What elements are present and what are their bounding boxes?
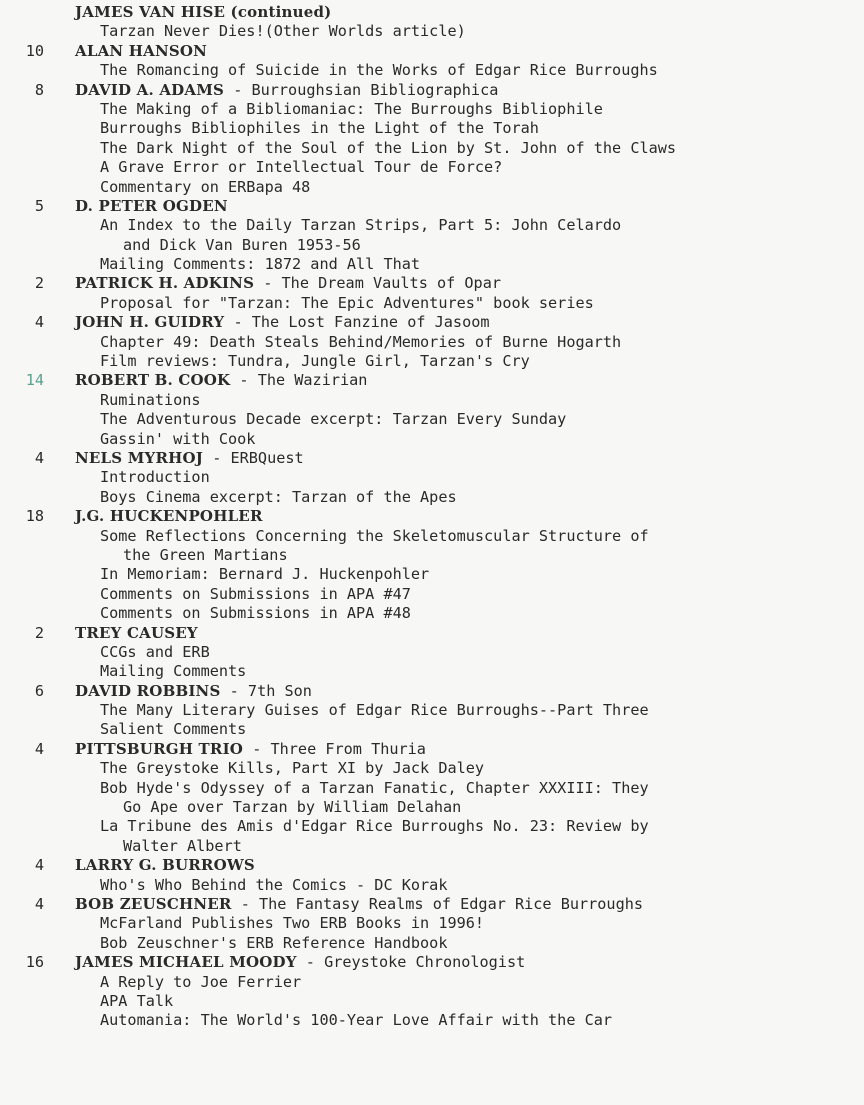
author-line — [75, 371, 367, 390]
author-name: DAVID A. ADAMS — [75, 80, 225, 99]
entry-header — [0, 953, 864, 972]
author-name: JOHN H. GUIDRY — [75, 313, 225, 332]
article-title: Chapter 49: Death Steals Behind/Memories of Burne Hogarth — [100, 332, 622, 351]
page-count: 2 — [34, 274, 44, 293]
article-line — [0, 100, 864, 119]
article-title: Burroughs Bibliophiles in the Light of the Torah — [100, 119, 539, 138]
article-title: A Grave Error or Intellectual Tour de Force? — [100, 158, 503, 177]
zine-title: - The Dream Vaults of Opar — [254, 274, 501, 293]
entry-header — [0, 624, 864, 643]
author-name: PITTSBURGH TRIO — [75, 739, 244, 758]
article-title: Bob Zeuschner's ERB Reference Handbook — [100, 933, 448, 952]
article-line — [0, 410, 864, 429]
author-line — [75, 449, 304, 468]
entry-header — [0, 197, 864, 216]
zine-title: - ERBQuest — [203, 448, 304, 467]
author-name: D. PETER OGDEN — [75, 196, 228, 215]
author-name: BOB ZEUSCHNER — [75, 894, 232, 913]
article-title: The Adventurous Decade excerpt: Tarzan Every Sunday — [100, 410, 567, 429]
article-title: Mailing Comments — [100, 662, 247, 681]
article-line — [0, 294, 864, 313]
article-title: Introduction — [100, 468, 210, 487]
article-line — [0, 158, 864, 177]
article-title: Proposal for "Tarzan: The Epic Adventures" book series — [100, 293, 594, 312]
article-line — [0, 876, 864, 895]
article-title-continued: Walter Albert — [123, 836, 242, 855]
page-count: 6 — [34, 681, 44, 700]
zine-title: - Burroughsian Bibliographica — [224, 80, 499, 99]
article-line — [0, 546, 864, 565]
author-name: NELS MYRHOJ — [75, 448, 204, 467]
article-title-continued: Go Ape over Tarzan by William Delahan — [123, 798, 462, 817]
article-line — [0, 430, 864, 449]
article-title: Boys Cinema excerpt: Tarzan of the Apes — [100, 487, 457, 506]
article-title-continued: and Dick Van Buren 1953-56 — [123, 235, 361, 254]
article-line — [0, 720, 864, 739]
entry-header — [0, 682, 864, 701]
article-line — [0, 934, 864, 953]
page-count: 16 — [25, 953, 44, 972]
article-line — [0, 604, 864, 623]
article-title: Mailing Comments: 1872 and All That — [100, 255, 421, 274]
article-line — [0, 139, 864, 158]
page-count: 4 — [34, 313, 44, 332]
article-title: Who's Who Behind the Comics - DC Korak — [100, 875, 448, 894]
author-line — [75, 895, 643, 914]
article-line — [0, 236, 864, 255]
article-title: The Romancing of Suicide in the Works of Edgar Rice Burroughs — [100, 61, 658, 80]
article-title: Some Reflections Concerning the Skeletomuscular Structure of — [100, 526, 649, 545]
author-line — [75, 274, 501, 293]
article-line — [0, 527, 864, 546]
entry-header — [0, 895, 864, 914]
article-title: A Reply to Joe Ferrier — [100, 972, 302, 991]
entry-header — [0, 81, 864, 100]
article-title: The Greystoke Kills, Part XI by Jack Daley — [100, 759, 485, 778]
article-line — [0, 468, 864, 487]
zine-title: - 7th Son — [220, 681, 312, 700]
page-count: 4 — [34, 739, 44, 758]
article-line — [0, 973, 864, 992]
page-count: 8 — [34, 80, 44, 99]
author-name: TREY CAUSEY — [75, 623, 198, 642]
page-count: 2 — [34, 623, 44, 642]
article-line — [0, 352, 864, 371]
author-name: J.G. HUCKENPOHLER — [75, 507, 263, 526]
article-line — [0, 119, 864, 138]
entry-header — [0, 42, 864, 61]
author-line — [75, 197, 228, 216]
article-title: Comments on Submissions in APA #48 — [100, 604, 411, 623]
page-count: 4 — [34, 894, 44, 913]
author-line — [75, 856, 255, 875]
author-line — [75, 953, 525, 972]
article-title: Salient Comments — [100, 720, 247, 739]
page-count: 5 — [34, 196, 44, 215]
article-title: Tarzan Never Dies!(Other Worlds article) — [100, 22, 466, 41]
article-line — [0, 585, 864, 604]
article-title: Commentary on ERBapa 48 — [100, 177, 311, 196]
author-name: JAMES VAN HISE (continued) — [75, 3, 332, 21]
entry-header — [0, 3, 864, 22]
author-line — [75, 624, 198, 643]
zine-title: - The Fantasy Realms of Edgar Rice Burroughs — [231, 894, 644, 913]
article-title-continued: the Green Martians — [123, 545, 288, 564]
article-line — [0, 488, 864, 507]
author-line — [75, 42, 207, 61]
article-title: An Index to the Daily Tarzan Strips, Part 5: John Celardo — [100, 216, 622, 235]
article-line — [0, 216, 864, 235]
article-line — [0, 565, 864, 584]
page-count: 4 — [34, 856, 44, 875]
author-line — [75, 507, 263, 526]
entry-header — [0, 856, 864, 875]
author-line — [75, 81, 498, 100]
author-name: ALAN HANSON — [75, 41, 208, 60]
article-line — [0, 701, 864, 720]
article-line — [0, 255, 864, 274]
article-title: CCGs and ERB — [100, 642, 210, 661]
page-count: 4 — [34, 448, 44, 467]
author-line — [75, 682, 312, 701]
author-line — [75, 313, 490, 332]
article-line — [0, 1011, 864, 1030]
zine-title: - Greystoke Chronologist — [296, 953, 526, 972]
article-line — [0, 178, 864, 197]
zine-title: - The Wazirian — [230, 371, 368, 390]
article-title: Comments on Submissions in APA #47 — [100, 584, 411, 603]
page-count: 14 — [25, 371, 44, 390]
article-line — [0, 643, 864, 662]
entry-header — [0, 740, 864, 759]
article-line — [0, 662, 864, 681]
article-line — [0, 779, 864, 798]
article-line — [0, 759, 864, 778]
article-title: Film reviews: Tundra, Jungle Girl, Tarzan's Cry — [100, 352, 530, 371]
author-name: ROBERT B. COOK — [75, 371, 231, 390]
article-title: The Dark Night of the Soul of the Lion by St. John of the Claws — [100, 138, 677, 157]
article-title: Gassin' with Cook — [100, 429, 256, 448]
author-name: LARRY G. BURROWS — [75, 856, 255, 875]
article-line — [0, 798, 864, 817]
zine-title: - The Lost Fanzine of Jasoom — [224, 313, 490, 332]
author-name: DAVID ROBBINS — [75, 681, 221, 700]
article-line — [0, 61, 864, 80]
author-line — [75, 740, 426, 759]
article-title: The Making of a Bibliomaniac: The Burroughs Bibliophile — [100, 99, 603, 118]
article-line — [0, 22, 864, 41]
author-name: JAMES MICHAEL MOODY — [75, 953, 297, 972]
article-title: APA Talk — [100, 991, 174, 1010]
author-line — [75, 3, 331, 22]
article-title: La Tribune des Amis d'Edgar Rice Burroughs No. 23: Review by — [100, 817, 649, 836]
article-title: Ruminations — [100, 390, 201, 409]
article-line — [0, 837, 864, 856]
entry-header — [0, 449, 864, 468]
page-count: 18 — [25, 507, 44, 526]
article-title: McFarland Publishes Two ERB Books in 1996! — [100, 914, 485, 933]
article-title: In Memoriam: Bernard J. Huckenpohler — [100, 565, 430, 584]
article-line — [0, 992, 864, 1011]
entry-header — [0, 313, 864, 332]
zine-title: - Three From Thuria — [243, 739, 426, 758]
article-line — [0, 914, 864, 933]
entry-header — [0, 507, 864, 526]
article-title: The Many Literary Guises of Edgar Rice Burroughs--Part Three — [100, 701, 649, 720]
author-name: PATRICK H. ADKINS — [75, 274, 255, 293]
entry-header — [0, 274, 864, 293]
article-line — [0, 391, 864, 410]
article-title: Bob Hyde's Odyssey of a Tarzan Fanatic, Chapter XXXIII: They — [100, 778, 649, 797]
article-line — [0, 817, 864, 836]
article-title: Automania: The World's 100-Year Love Affair with the Car — [100, 1011, 613, 1030]
page-count: 10 — [25, 41, 44, 60]
entry-header — [0, 371, 864, 390]
article-line — [0, 333, 864, 352]
